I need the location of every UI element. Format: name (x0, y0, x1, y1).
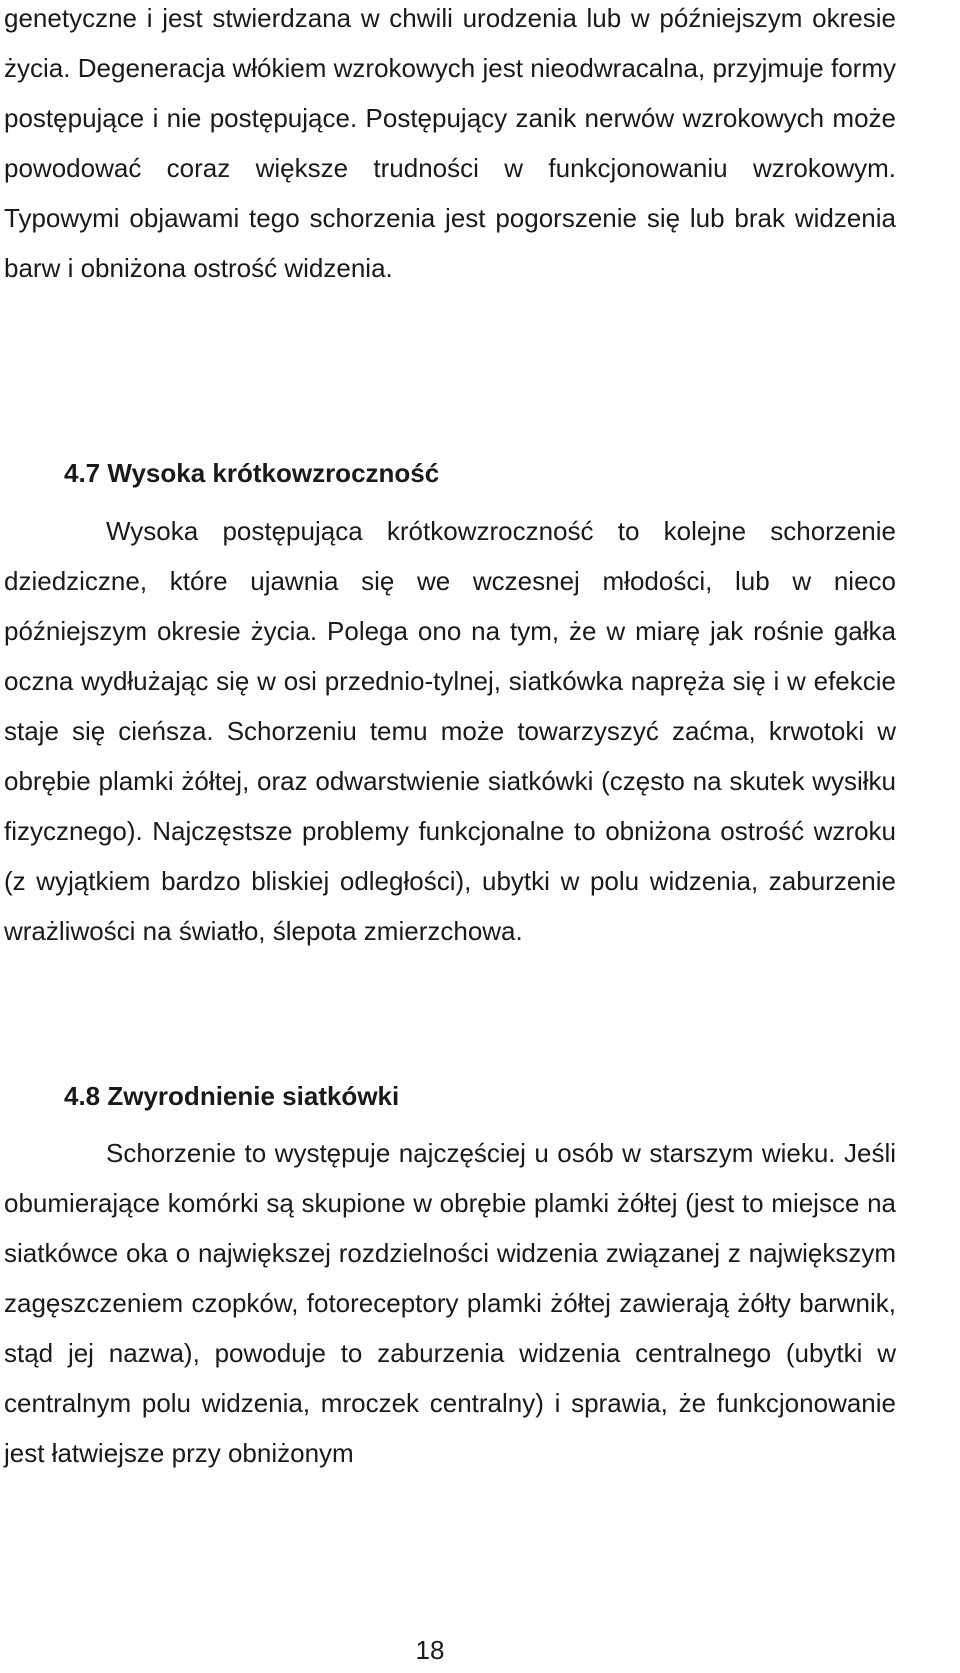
section-heading-high-myopia: 4.7 Wysoka krótkowzroczność (64, 458, 440, 488)
section-body-retinal-degeneration: Schorzenie to występuje najczęściej u osób w starszym wieku. Jeśli obumierające komórki są skupione w obrębie plamki żółtej (jest to miejsce na siatkówce oka o największej rozdzielności widzenia związanej z największym zagęszczeniem czopków, fotoreceptory plamki żółtej zawierają żółty barwnik, stąd jej nazwa), powoduje to zaburzenia widzenia centralnego (ubytki w centralnym polu widzenia, mroczek centralny) i sprawia, że funkcjonowanie jest łatwiejsze przy obniżonym (4, 1138, 896, 1468)
section-body-high-myopia: Wysoka postępująca krótkowzroczność to kolejne schorzenie dziedziczne, które ujawnia się we wczesnej młodości, lub w nieco późniejszym okresie życia. Polega ono na tym, że w miarę jak rośnie gałka oczna wydłużając się w osi przednio-tylnej, siatkówka napręża się i w efekcie staje się cieńsza. Schorzeniu temu może towarzyszyć zaćma, krwotoki w obrębie plamki żółtej, oraz odwarstwienie siatkówki (często na skutek wysiłku fizycznego). Najczęstsze problemy funkcjonalne to obniżona ostrość wzroku (z wyjątkiem bardzo bliskiej odległości), ubytki w polu widzenia, zaburzenie wrażliwości na światło, ślepota zmierzchowa. (4, 516, 896, 946)
section-heading-retinal-degeneration: 4.8 Zwyrodnienie siatkówki (64, 1081, 400, 1111)
page-number: 18 (415, 1635, 445, 1665)
intro-paragraph: genetyczne i jest stwierdzana w chwili urodzenia lub w późniejszym okresie życia. Degeneracja włókiem wzrokowych jest nieodwracalna, przyjmuje formy postępujące i nie postępujące. Postępujący zanik nerwów wzrokowych może powodować coraz większe trudności w funkcjonowaniu wzrokowym. Typowymi objawami tego schorzenia jest pogorszenie się lub brak widzenia barw i obniżona ostrość widzenia. (4, 3, 896, 283)
